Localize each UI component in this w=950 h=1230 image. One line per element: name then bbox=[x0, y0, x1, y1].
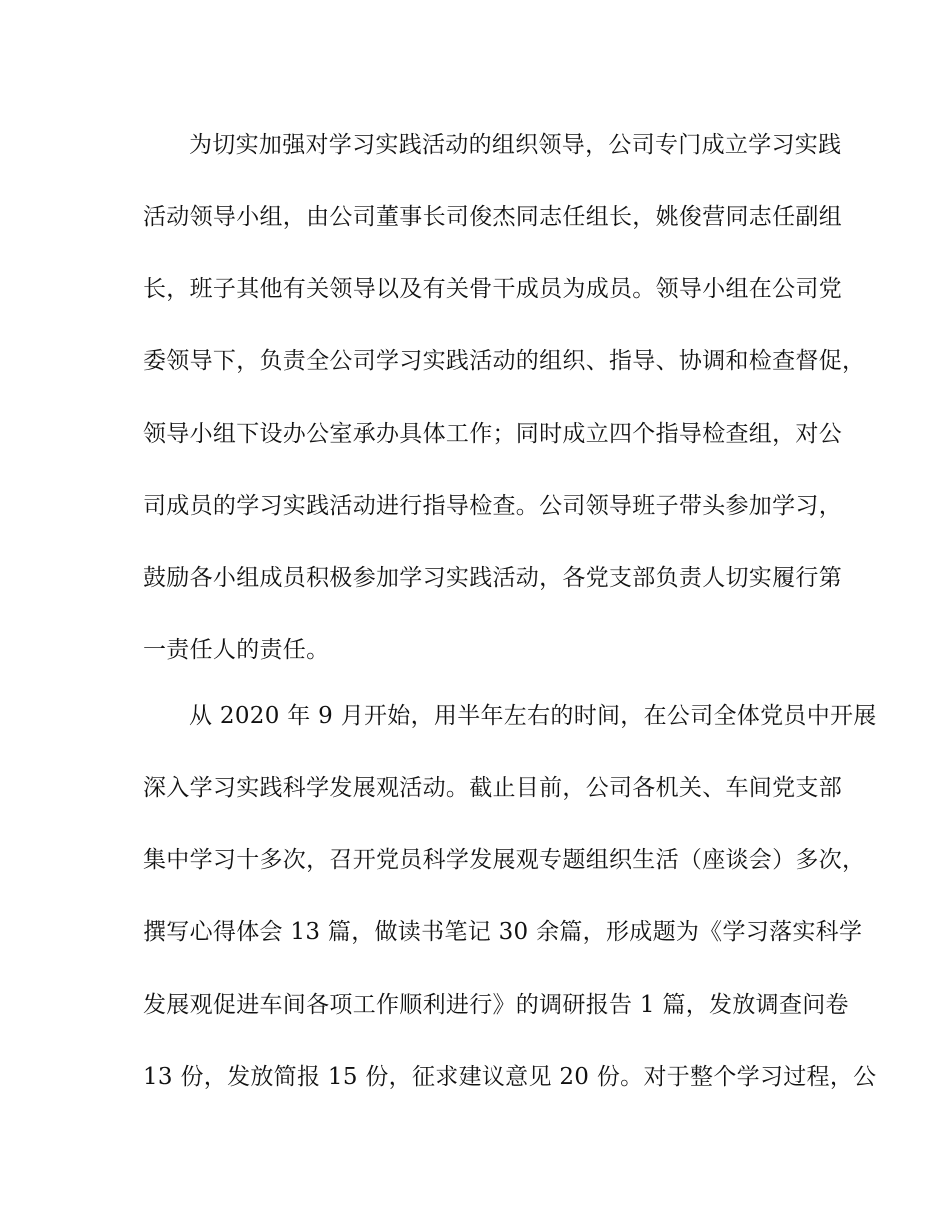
paragraph-1-line-7: 鼓励各小组成员积极参加学习实践活动，各党支部负责人切实履行第 bbox=[143, 565, 842, 591]
paragraph-2-line-6: 13 份，发放简报 15 份，征求建议意见 20 份。对于整个学习过程，公 bbox=[143, 1064, 877, 1090]
paragraph-1-line-4: 委领导下，负责全公司学习实践活动的组织、指导、协调和检查督促， bbox=[143, 348, 866, 374]
paragraph-2-line-5: 发展观促进车间各项工作顺利进行》的调研报告 1 篇，发放调查问卷 bbox=[143, 992, 849, 1018]
paragraph-1-line-8: 一责任人的责任。 bbox=[143, 637, 330, 663]
paragraph-2-line-2: 深入学习实践科学发展观活动。截止目前，公司各机关、车间党支部 bbox=[143, 775, 842, 801]
paragraph-1-line-3: 长，班子其他有关领导以及有关骨干成员为成员。领导小组在公司党 bbox=[143, 276, 842, 302]
paragraph-2-line-4: 撰写心得体会 13 篇，做读书笔记 30 余篇，形成题为《学习落实科学 bbox=[143, 919, 863, 945]
paragraph-1-line-6: 司成员的学习实践活动进行指导检查。公司领导班子带头参加学习， bbox=[143, 493, 842, 519]
paragraph-1-line-5: 领导小组下设办公室承办具体工作；同时成立四个指导检查组，对公 bbox=[143, 421, 842, 447]
paragraph-2-line-1: 从 2020 年 9 月开始，用半年左右的时间，在公司全体党员中开展 bbox=[189, 703, 877, 729]
paragraph-1-line-2: 活动领导小组，由公司董事长司俊杰同志任组长，姚俊营同志任副组 bbox=[143, 204, 842, 230]
paragraph-1-line-1: 为切实加强对学习实践活动的组织领导，公司专门成立学习实践 bbox=[189, 132, 842, 158]
paragraph-2-line-3: 集中学习十多次，召开党员科学发展观专题组织生活（座谈会）多次， bbox=[143, 847, 866, 873]
